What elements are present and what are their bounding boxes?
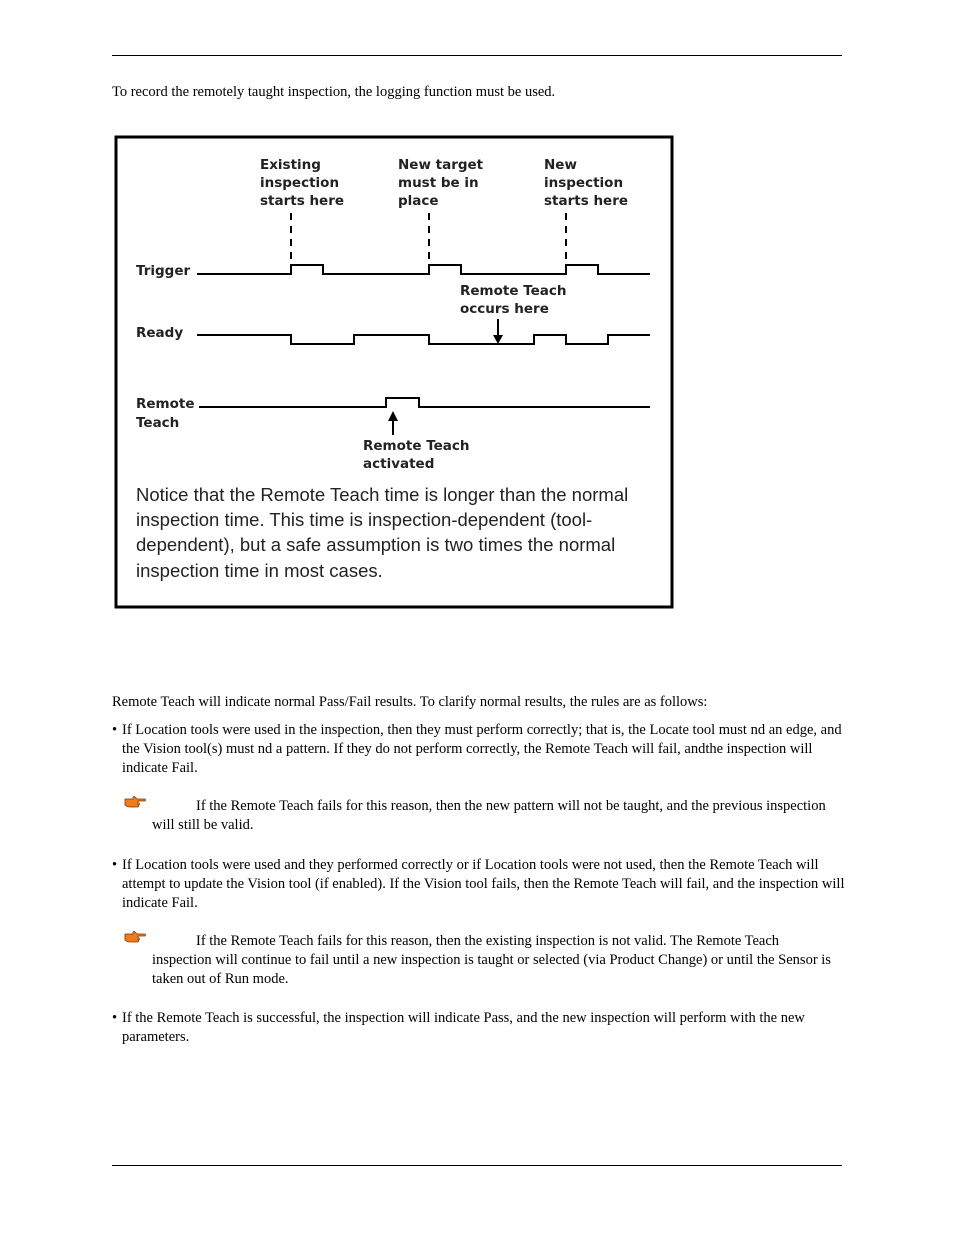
rule-bullet-text: If the Remote Teach is successful, the inspection will indicate Pass, and the new inspection will perform with the new parameters. (122, 1010, 805, 1045)
annotation-new-inspection: New inspection starts here (544, 157, 629, 209)
signal-label-trigger: Trigger (136, 263, 191, 279)
bullet-marker: • (112, 857, 118, 873)
signal-label-remote-teach: Remote Teach (136, 396, 195, 431)
bullet-marker: • (112, 1010, 118, 1026)
diagram-notice: Notice that the Remote Teach time is longer than the normal inspection time. This time is inspection-dependent (tool- dependent), but a safe assumption is two times the normal inspection time in most cases. (136, 484, 629, 581)
intro-paragraph: To record the remotely taught inspection, the logging function must be used. (112, 84, 556, 100)
rule-bullet-2 (112, 856, 854, 913)
pointing-hand-icon (124, 795, 146, 809)
annotation-remote-teach-activated: Remote Teach activated (363, 438, 470, 472)
rule-bullet-text: If Location tools were used and they performed correctly or if Location tools were not used, then the Remote Teach will attempt to update the Vision tool (if enabled). If the Vision tool fails, then the Remote Teach will fail, and the inspection will indicate Fail. (122, 857, 845, 911)
annotation-remote-teach-occurs: Remote Teach occurs here (460, 283, 567, 317)
note-paragraph-1: If the Remote Teach fails for this reason, then the new pattern will not be taught, and the previous inspection will still be valid. (152, 798, 826, 833)
bullet-marker: • (112, 722, 118, 738)
rule-bullet-text: If Location tools were used in the inspection, then they must perform correctly; that is, the Locate tool must nd an edge, and the Vision tool(s) must nd a pattern. If they do not perform correctly, the Remote Teach will fail, andthe inspection will indicate Fail. (122, 722, 842, 776)
note-paragraph-2: If the Remote Teach fails for this reason, then the existing inspection is not valid. The Remote Teach inspection will continue to fail until a new inspection is taught or selected (via Product Change) or until the Sensor is taken out of Run mode. (152, 933, 831, 987)
remote-teach-timing-diagram (114, 135, 676, 612)
rule-bullet-3 (112, 1009, 854, 1047)
annotation-new-target: New target must be in place (398, 157, 484, 209)
header-rule (112, 55, 842, 56)
rules-intro-paragraph: Remote Teach will indicate normal Pass/Fail results. To clarify normal results, the rules are as follows: (112, 694, 708, 710)
annotation-existing-inspection: Existing inspection starts here (260, 157, 345, 209)
signal-label-ready: Ready (136, 325, 184, 341)
pointing-hand-icon (124, 930, 146, 944)
rule-bullet-1 (112, 721, 854, 778)
footer-rule (112, 1165, 842, 1166)
